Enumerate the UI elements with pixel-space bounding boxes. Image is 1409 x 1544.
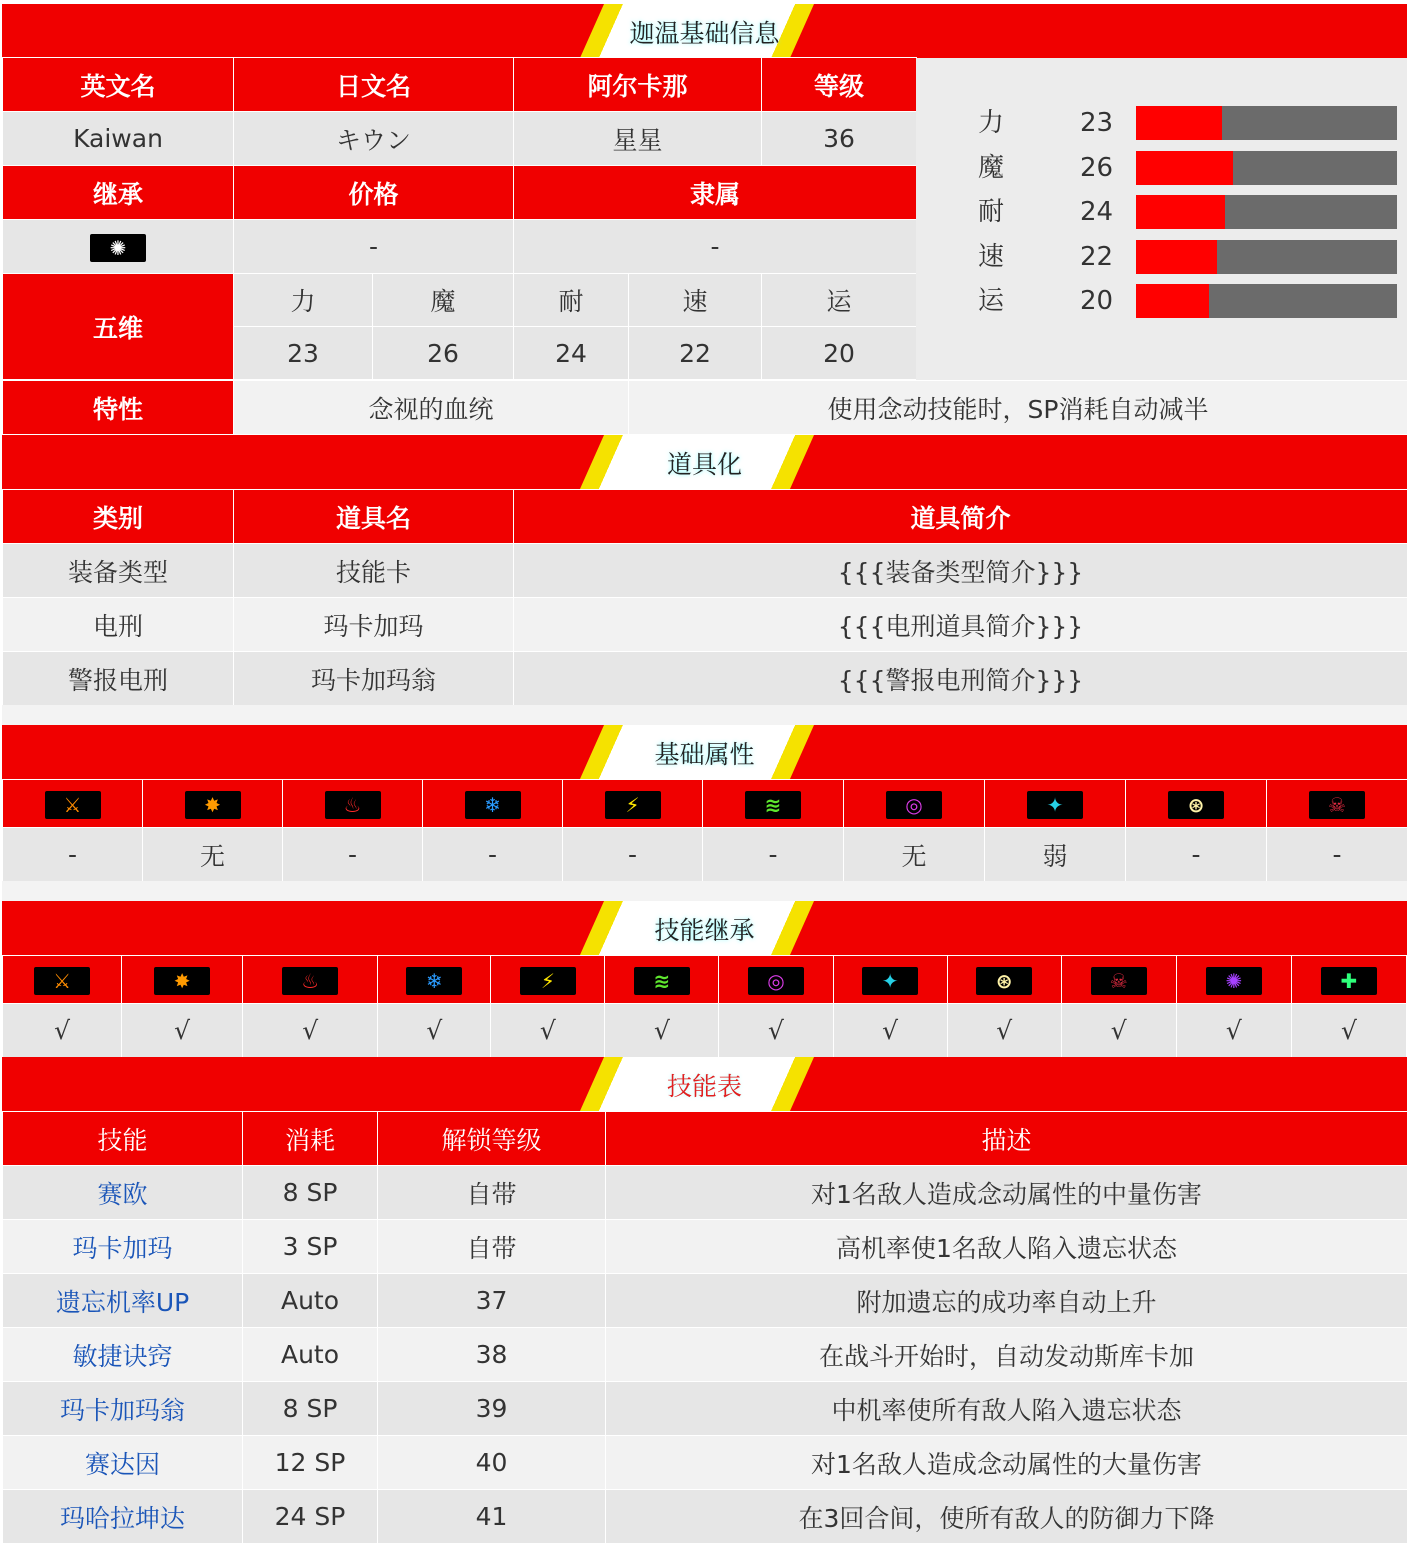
skill-description: 附加遗忘的成功率自动上升 <box>606 1274 1408 1328</box>
skill-cost: Auto <box>243 1328 378 1382</box>
skill-description: 在3回合间，使所有敌人的防御力下降 <box>606 1490 1408 1544</box>
skill-description: 在战斗开始时，自动发动斯库卡加 <box>606 1328 1408 1382</box>
affinity-value: √ <box>122 1004 243 1058</box>
skill-unlock-level: 38 <box>378 1328 606 1382</box>
header-item-category: 类别 <box>3 490 234 544</box>
stat-name: 运 <box>762 274 917 327</box>
elec-icon: ⚡ <box>605 791 661 819</box>
stat-bar-row <box>916 105 1407 141</box>
stat-bar-fill <box>1136 106 1222 140</box>
ice-icon: ❄ <box>465 791 521 819</box>
affinity-icon-cell <box>3 956 122 1004</box>
affinity-icon-cell <box>378 956 491 1004</box>
skill-cost: 24 SP <box>243 1490 378 1544</box>
affinity-value: √ <box>833 1004 947 1058</box>
skill-link[interactable]: 敏捷诀窍 <box>72 1341 173 1371</box>
header-cost: 消耗 <box>243 1112 378 1166</box>
stat-bar-value: 26 <box>1080 152 1114 183</box>
skill-link[interactable]: 赛达因 <box>84 1449 160 1479</box>
header-inherit: 继承 <box>3 166 234 220</box>
affinity-value: - <box>1126 828 1267 882</box>
stat-value: 23 <box>234 327 373 380</box>
wind-icon: ≋ <box>634 967 690 995</box>
skill-banner <box>2 1057 1407 1111</box>
header-item-description: 道具简介 <box>514 490 1408 544</box>
header-five-stats: 五维 <box>3 274 234 380</box>
stat-bar-value: 22 <box>1080 241 1114 272</box>
stat-bar-track <box>1136 240 1397 274</box>
header-english-name: 英文名 <box>3 58 234 112</box>
stat-bar-row <box>916 194 1407 230</box>
skill-unlock-level: 39 <box>378 1382 606 1436</box>
stat-bars-panel <box>916 58 1407 380</box>
skill-cost: 8 SP <box>243 1166 378 1220</box>
nuke-icon: ✦ <box>862 967 918 995</box>
inherit-title: 技能继承 <box>654 916 755 945</box>
psy-icon: ◎ <box>748 967 804 995</box>
affinity-value: √ <box>1176 1004 1291 1058</box>
skill-unlock-level: 40 <box>378 1436 606 1490</box>
gun-icon: ✸ <box>154 967 210 995</box>
item-category: 装备类型 <box>3 544 234 598</box>
phys-icon: ⚔ <box>34 967 90 995</box>
header-trait: 特性 <box>3 381 234 435</box>
affinity-icon-cell <box>283 780 423 828</box>
bless-icon: ⊛ <box>976 967 1032 995</box>
item-name: 玛卡加玛 <box>234 598 514 652</box>
skill-unlock-level: 自带 <box>378 1166 606 1220</box>
affinity-icon-cell <box>844 780 985 828</box>
affinity-icon-cell <box>3 780 143 828</box>
header-level: 等级 <box>762 58 917 112</box>
fire-icon: ♨ <box>325 791 381 819</box>
stat-bar-label: 运 <box>978 286 1005 317</box>
affinity-value: √ <box>605 1004 719 1058</box>
stat-bar-value: 24 <box>1080 197 1114 228</box>
header-price: 价格 <box>234 166 514 220</box>
skill-title: 技能表 <box>666 1072 742 1101</box>
skill-link[interactable]: 赛欧 <box>97 1179 148 1209</box>
skill-description: 高机率使1名敌人陷入遗忘状态 <box>606 1220 1408 1274</box>
psy-icon: ◎ <box>886 791 942 819</box>
skill-cost: 12 SP <box>243 1436 378 1490</box>
header-arcana: 阿尔卡那 <box>514 58 762 112</box>
skill-cost: 8 SP <box>243 1382 378 1436</box>
stat-name: 速 <box>629 274 762 327</box>
table-row <box>3 1490 1408 1544</box>
affinity-icon-cell <box>122 956 243 1004</box>
stat-bar-fill <box>1136 240 1217 274</box>
table-row <box>3 1328 1408 1382</box>
skill-link[interactable]: 玛哈拉坤达 <box>59 1503 185 1533</box>
affinity-value: 无 <box>844 828 985 882</box>
affinity-value: √ <box>1291 1004 1406 1058</box>
affinity-value: 无 <box>143 828 283 882</box>
skill-link[interactable]: 玛卡加玛 <box>72 1233 173 1263</box>
affinity-value: √ <box>491 1004 605 1058</box>
affinity-value: √ <box>3 1004 122 1058</box>
stat-value: 26 <box>373 327 514 380</box>
stat-bar-track <box>1136 106 1397 140</box>
stat-bar-fill <box>1136 151 1233 185</box>
affinity-icon-cell <box>985 780 1126 828</box>
stat-value: 20 <box>762 327 917 380</box>
stat-bar-value: 23 <box>1080 108 1114 138</box>
table-row <box>3 1220 1408 1274</box>
stat-bar-fill <box>1136 195 1225 229</box>
gun-icon: ✸ <box>185 791 241 819</box>
skill-name-cell <box>3 1436 243 1490</box>
wind-icon: ≋ <box>745 791 801 819</box>
affinity-value: √ <box>243 1004 378 1058</box>
arcana: 星星 <box>514 112 762 166</box>
affinity-value: √ <box>378 1004 491 1058</box>
header-unlock-level: 解锁等级 <box>378 1112 606 1166</box>
basic-info-title: 迦温基础信息 <box>629 19 780 48</box>
affinity-value: √ <box>1061 1004 1176 1058</box>
skill-link[interactable]: 玛卡加玛翁 <box>59 1395 185 1425</box>
curse-icon: ☠ <box>1091 967 1147 995</box>
stat-bar-fill <box>1136 284 1209 318</box>
skill-link[interactable]: 遗忘机率UP <box>55 1287 190 1317</box>
stat-bar-label: 魔 <box>978 152 1005 183</box>
item-category: 电刑 <box>3 598 234 652</box>
skill-unlock-level: 37 <box>378 1274 606 1328</box>
stat-bar-label: 耐 <box>978 197 1005 228</box>
skill-name-cell <box>3 1274 243 1328</box>
fire-icon: ♨ <box>282 967 338 995</box>
header-skill: 技能 <box>3 1112 243 1166</box>
affinity-icon-cell <box>423 780 563 828</box>
skill-description: 中机率使所有敌人陷入遗忘状态 <box>606 1382 1408 1436</box>
skill-description: 对1名敌人造成念动属性的中量伤害 <box>606 1166 1408 1220</box>
header-japanese-name: 日文名 <box>234 58 514 112</box>
affinity-icon-cell <box>1267 780 1408 828</box>
affinity-icon-cell <box>1291 956 1406 1004</box>
table-row <box>3 652 1408 706</box>
affinity-icon-cell <box>143 780 283 828</box>
trait-name: 念视的血统 <box>234 381 629 435</box>
basic-info-banner <box>2 4 1407 58</box>
table-row <box>3 1166 1408 1220</box>
stat-bar-label: 力 <box>978 108 1005 138</box>
inherit-burst-icon: ✺ <box>90 234 146 262</box>
trait-description: 使用念动技能时，SP消耗自动减半 <box>629 381 1408 435</box>
elec-icon: ⚡ <box>520 967 576 995</box>
item-title: 道具化 <box>666 450 742 479</box>
affinity-value: - <box>703 828 844 882</box>
stat-bar-value: 20 <box>1080 286 1114 317</box>
trait-table <box>2 380 1408 435</box>
header-skill-description: 描述 <box>606 1112 1408 1166</box>
item-description: {{{电刑道具简介}}} <box>514 598 1408 652</box>
stat-bar-track <box>1136 151 1397 185</box>
affinity-value: 弱 <box>985 828 1126 882</box>
skill-name-cell <box>3 1166 243 1220</box>
skill-name-cell <box>3 1220 243 1274</box>
affinity-icon-cell <box>563 780 703 828</box>
skill-description: 对1名敌人造成念动属性的大量伤害 <box>606 1436 1408 1490</box>
affinity-value: - <box>3 828 143 882</box>
inherit-type-cell <box>3 220 234 274</box>
affinity-value: - <box>563 828 703 882</box>
stat-name: 力 <box>234 274 373 327</box>
item-table <box>2 489 1408 706</box>
japanese-name: キウン <box>234 112 514 166</box>
table-row <box>3 544 1408 598</box>
skill-name-cell <box>3 1382 243 1436</box>
affinity-value: √ <box>947 1004 1061 1058</box>
affinity-icon-cell <box>1061 956 1176 1004</box>
affinity-value: - <box>1267 828 1408 882</box>
table-row <box>3 1382 1408 1436</box>
skill-unlock-level: 自带 <box>378 1220 606 1274</box>
basic-info-table <box>2 57 917 380</box>
stat-value: 22 <box>629 327 762 380</box>
stat-bar-label: 速 <box>978 241 1005 272</box>
english-name: Kaiwan <box>3 112 234 166</box>
stat-bar-track <box>1136 195 1397 229</box>
affinity-icon-cell <box>833 956 947 1004</box>
affiliation: - <box>514 220 917 274</box>
stat-value: 24 <box>514 327 629 380</box>
table-row <box>3 1274 1408 1328</box>
item-banner <box>2 435 1407 489</box>
stat-bar-track <box>1136 284 1397 318</box>
item-name: 技能卡 <box>234 544 514 598</box>
affinity-icon-cell <box>703 780 844 828</box>
header-affiliation: 隶属 <box>514 166 917 220</box>
affinity-value: - <box>283 828 423 882</box>
affinity-icon-cell <box>491 956 605 1004</box>
ice-icon: ❄ <box>406 967 462 995</box>
phys-icon: ⚔ <box>45 791 101 819</box>
affinity-icon-cell <box>1126 780 1267 828</box>
skill-cost: 3 SP <box>243 1220 378 1274</box>
stat-name: 耐 <box>514 274 629 327</box>
inherit-table <box>2 955 1407 1058</box>
item-description: {{{警报电刑简介}}} <box>514 652 1408 706</box>
affinity-value: √ <box>719 1004 833 1058</box>
skill-cost: Auto <box>243 1274 378 1328</box>
affinity-icon-cell <box>605 956 719 1004</box>
table-row <box>3 1436 1408 1490</box>
stat-bar-row <box>916 239 1407 275</box>
skill-unlock-level: 41 <box>378 1490 606 1544</box>
affinity-icon-cell <box>719 956 833 1004</box>
affinity-icon-cell <box>1176 956 1291 1004</box>
affinity-icon-cell <box>947 956 1061 1004</box>
header-item-name: 道具名 <box>234 490 514 544</box>
item-description: {{{装备类型简介}}} <box>514 544 1408 598</box>
bless-icon: ⊛ <box>1168 791 1224 819</box>
inherit-banner <box>2 901 1407 955</box>
heal-icon: ✚ <box>1321 967 1377 995</box>
skill-name-cell <box>3 1490 243 1544</box>
item-name: 玛卡加玛翁 <box>234 652 514 706</box>
affinity-banner <box>2 725 1407 779</box>
affinity-title: 基础属性 <box>654 740 755 769</box>
affinity-value: - <box>423 828 563 882</box>
ailment-icon: ✺ <box>1206 967 1262 995</box>
curse-icon: ☠ <box>1309 791 1365 819</box>
stat-name: 魔 <box>373 274 514 327</box>
table-row <box>3 598 1408 652</box>
stat-bar-row <box>916 150 1407 186</box>
nuke-icon: ✦ <box>1027 791 1083 819</box>
price: - <box>234 220 514 274</box>
skill-name-cell <box>3 1328 243 1382</box>
item-category: 警报电刑 <box>3 652 234 706</box>
skill-table <box>2 1111 1408 1544</box>
level: 36 <box>762 112 917 166</box>
affinity-table <box>2 779 1408 882</box>
stat-bar-row <box>916 283 1407 319</box>
affinity-icon-cell <box>243 956 378 1004</box>
